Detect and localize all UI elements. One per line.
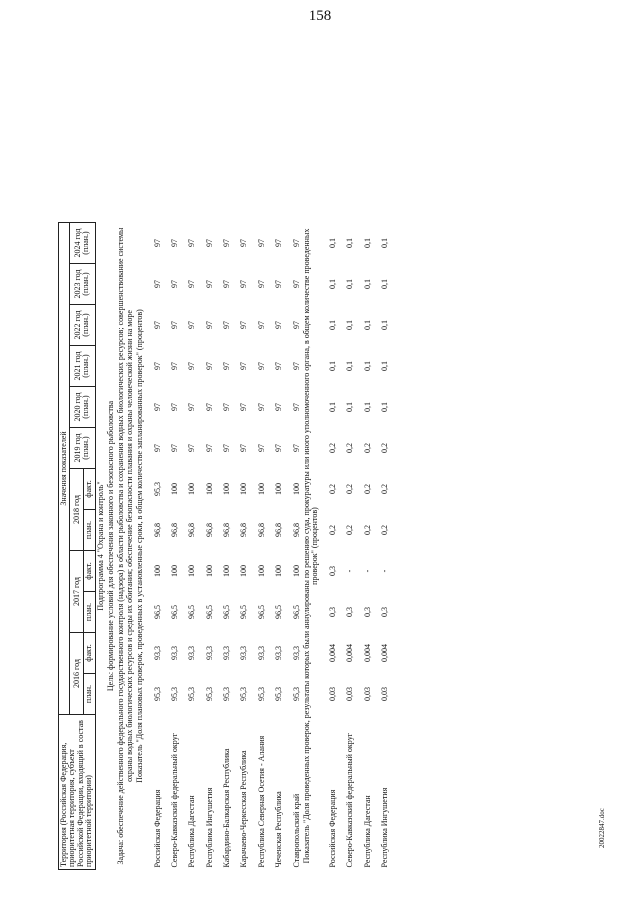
value-cell: 0,2 <box>345 443 355 453</box>
value-cell: 97 <box>222 362 232 370</box>
value-cell: 93,3 <box>169 646 179 660</box>
value-cell: 93,3 <box>204 646 214 660</box>
value-cell: 97 <box>274 239 284 247</box>
value-cell: 97 <box>222 280 232 288</box>
page-number: 158 <box>308 8 332 24</box>
year-header: 2016 год <box>70 633 84 715</box>
value-cell: 97 <box>274 403 284 411</box>
value-cell: 97 <box>239 321 249 329</box>
value-cell: 97 <box>204 362 214 370</box>
plan-subheader: план. <box>84 510 95 551</box>
value-cell: 93,3 <box>187 646 197 660</box>
value-cell: 97 <box>274 444 284 452</box>
value-cell: 95,3 <box>204 687 214 701</box>
table-row <box>232 223 249 870</box>
value-cell: 97 <box>187 321 197 329</box>
table-row <box>285 223 302 870</box>
territory-name: Ставропольский край <box>291 793 301 868</box>
value-cell: 95,3 <box>152 687 162 701</box>
value-cell: - <box>379 569 389 573</box>
value-cell: 0,1 <box>327 320 337 330</box>
value-cell: 93,3 <box>274 646 284 660</box>
territory-name: Российская Федерация <box>327 789 337 868</box>
value-cell: 100 <box>274 565 284 577</box>
value-cell: 97 <box>152 362 162 370</box>
value-cell: 97 <box>169 362 179 370</box>
value-cell: 100 <box>291 565 301 577</box>
value-cell: 0,2 <box>379 484 389 494</box>
subprogram-title: Подпрограмма 4 "Охрана и контроль" <box>95 481 105 611</box>
fact-subheader: факт. <box>84 633 95 674</box>
territory-name: Российская Федерация <box>152 789 162 868</box>
value-cell: 100 <box>204 483 214 495</box>
value-cell: 93,3 <box>239 646 249 660</box>
value-cell: 96,8 <box>274 523 284 537</box>
value-cell: 0,2 <box>362 525 372 535</box>
value-cell: 97 <box>239 239 249 247</box>
value-cell: 95,3 <box>152 482 162 496</box>
value-cell: 95,3 <box>291 687 301 701</box>
value-cell: 97 <box>204 444 214 452</box>
value-cell: 97 <box>256 239 266 247</box>
value-cell: 100 <box>239 565 249 577</box>
value-cell: 97 <box>204 239 214 247</box>
value-cell: 0,1 <box>345 402 355 412</box>
plan-year-header: 2022 год (план.) <box>70 305 95 346</box>
value-cell: 97 <box>152 321 162 329</box>
value-cell: 97 <box>239 444 249 452</box>
value-cell: 100 <box>169 565 179 577</box>
value-cell: 97 <box>291 444 301 452</box>
value-cell: 0,1 <box>379 279 389 289</box>
rotated-table-sheet <box>58 25 573 870</box>
territory-name: Республика Дагестан <box>187 795 197 868</box>
value-cell: 96,5 <box>291 605 301 619</box>
value-cell: 96,8 <box>222 523 232 537</box>
table-row <box>373 223 390 870</box>
value-cell: 0,1 <box>362 361 372 371</box>
value-cell: 96,8 <box>256 523 266 537</box>
value-cell: 0,1 <box>327 361 337 371</box>
value-cell: 97 <box>187 239 197 247</box>
value-cell: 0,1 <box>379 402 389 412</box>
value-cell: 0,03 <box>379 687 389 701</box>
value-cell: 93,3 <box>222 646 232 660</box>
value-cell: 95,3 <box>187 687 197 701</box>
year-header: 2018 год <box>70 469 84 551</box>
table-row <box>180 223 197 870</box>
value-cell: 97 <box>291 280 301 288</box>
value-cell: 95,3 <box>256 687 266 701</box>
value-cell: 100 <box>169 483 179 495</box>
value-cell: 97 <box>152 239 162 247</box>
value-cell: 97 <box>239 403 249 411</box>
value-cell: 97 <box>256 403 266 411</box>
value-cell: 96,5 <box>222 605 232 619</box>
value-cell: 0,1 <box>327 402 337 412</box>
value-cell: 0,1 <box>379 238 389 248</box>
value-cell: 100 <box>256 565 266 577</box>
value-cell: 97 <box>187 280 197 288</box>
value-cell: 0,2 <box>345 484 355 494</box>
table-row <box>321 223 338 870</box>
value-cell: 100 <box>222 565 232 577</box>
value-cell: - <box>345 569 355 573</box>
value-cell: 96,8 <box>152 523 162 537</box>
plan-subheader: план. <box>84 592 95 633</box>
value-cell: 97 <box>204 403 214 411</box>
table-row <box>250 223 267 870</box>
document-code: 20022847.doc <box>598 808 606 848</box>
indicator-1-title: Показатель "Доля плановых проверок, проведенных в установленные сроки, в общем количестве запланированных проверок" (процентов) <box>135 309 145 783</box>
value-cell: 97 <box>204 321 214 329</box>
value-cell: 97 <box>291 321 301 329</box>
value-cell: 0,1 <box>345 361 355 371</box>
table-row <box>198 223 215 870</box>
value-cell: 0,03 <box>345 687 355 701</box>
value-cell: 100 <box>274 483 284 495</box>
value-cell: 0,004 <box>345 644 355 662</box>
value-cell: 95,3 <box>169 687 179 701</box>
value-cell: 0,1 <box>327 279 337 289</box>
value-cell: 0,1 <box>362 238 372 248</box>
value-cell: 100 <box>239 483 249 495</box>
value-cell: 97 <box>222 321 232 329</box>
table-row <box>163 223 180 870</box>
plan-year-header: 2019 год (план.) <box>70 428 95 469</box>
value-cell: 97 <box>256 444 266 452</box>
value-cell: 0,03 <box>327 687 337 701</box>
value-cell: 96,5 <box>204 605 214 619</box>
value-cell: 0,3 <box>327 566 337 576</box>
value-cell: 96,8 <box>239 523 249 537</box>
value-cell: 0,2 <box>362 443 372 453</box>
value-cell: 93,3 <box>291 646 301 660</box>
value-cell: 96,8 <box>291 523 301 537</box>
value-cell: 95,3 <box>239 687 249 701</box>
value-cell: 96,8 <box>187 523 197 537</box>
value-cell: 0,1 <box>345 320 355 330</box>
value-cell: 96,5 <box>239 605 249 619</box>
value-cell: 0,3 <box>345 607 355 617</box>
table-row <box>356 223 373 870</box>
value-cell: 100 <box>187 565 197 577</box>
value-cell: 97 <box>256 362 266 370</box>
indicator-table <box>58 222 390 870</box>
territory-name: Северо-Кавказский федеральный округ <box>169 733 179 868</box>
value-cell: 97 <box>152 444 162 452</box>
value-cell: 95,3 <box>274 687 284 701</box>
plan-year-header: 2024 год (план.) <box>70 223 95 264</box>
plan-subheader: план. <box>84 674 95 715</box>
value-cell: 97 <box>169 280 179 288</box>
value-cell: 96,5 <box>169 605 179 619</box>
value-cell: 97 <box>187 444 197 452</box>
territory-name: Чеченская Республика <box>274 791 284 868</box>
year-header: 2017 год <box>70 551 84 633</box>
value-cell: 0,004 <box>362 644 372 662</box>
table-row <box>267 223 284 870</box>
territory-name: Республика Ингушетия <box>204 787 214 868</box>
value-cell: 93,3 <box>152 646 162 660</box>
value-cell: 0,1 <box>345 279 355 289</box>
goal-text: Цель: формирование условий для обеспечения законного и безопасного рыболовства <box>105 400 115 692</box>
value-cell: 100 <box>291 483 301 495</box>
value-cell: 100 <box>204 565 214 577</box>
value-cell: 0,3 <box>362 607 372 617</box>
value-cell: 0,2 <box>362 484 372 494</box>
value-cell: 97 <box>222 239 232 247</box>
value-cell: - <box>362 569 372 573</box>
value-cell: 93,3 <box>256 646 266 660</box>
value-cell: 100 <box>152 565 162 577</box>
value-cell: 0,2 <box>345 525 355 535</box>
plan-year-header: 2023 год (план.) <box>70 264 95 305</box>
plan-year-header: 2021 год (план.) <box>70 346 95 387</box>
value-cell: 0,004 <box>327 644 337 662</box>
value-cell: 0,2 <box>327 443 337 453</box>
value-cell: 97 <box>222 444 232 452</box>
territory-name: Республика Ингушетия <box>379 787 389 868</box>
value-cell: 97 <box>169 239 179 247</box>
value-cell: 96,8 <box>169 523 179 537</box>
value-cell: 97 <box>152 403 162 411</box>
territory-name: Кабардино-Балкарская Республика <box>222 748 232 868</box>
value-cell: 0,1 <box>362 402 372 412</box>
value-cell: 97 <box>169 444 179 452</box>
value-cell: 96,8 <box>204 523 214 537</box>
territory-header: Территория (Российская Федерация, приоритетная территория, субъект Российской Федерации, входящий в состав приоритетной территории) <box>59 715 96 870</box>
values-header: Значения показателей <box>59 223 70 715</box>
indicator-2-title: Показатель "Доля проведенных проверок, результаты которых были аннулированы по решению суда, прокуратуры или иного уполномоченного органа, в общем количестве проведенных проверок" (процентов) <box>302 228 320 864</box>
table-row <box>338 223 355 870</box>
value-cell: 96,5 <box>187 605 197 619</box>
value-cell: 97 <box>291 403 301 411</box>
territory-name: Республика Северная Осетия - Алания <box>256 735 266 868</box>
territory-name: Северо-Кавказский федеральный округ <box>345 733 355 868</box>
value-cell: 96,5 <box>274 605 284 619</box>
value-cell: 0,1 <box>362 279 372 289</box>
value-cell: 0,1 <box>327 238 337 248</box>
territory-name: Карачаево-Черкесская Республика <box>239 750 249 868</box>
value-cell: 100 <box>187 483 197 495</box>
value-cell: 0,3 <box>379 607 389 617</box>
value-cell: 97 <box>256 280 266 288</box>
value-cell: 97 <box>169 403 179 411</box>
value-cell: 0,2 <box>327 484 337 494</box>
task-text: Задача: обеспечение действенного федерального государственного контроля (надзора) в области рыболовства и сохранения водных биологических ресурсов; совершенствование системы охраны водных биологических ресурсов и среды их обитания; обеспечение безопасности плавания и охраны человеческой жизни на море <box>116 227 134 865</box>
value-cell: 97 <box>239 280 249 288</box>
value-cell: 0,2 <box>379 443 389 453</box>
territory-name: Республика Дагестан <box>362 795 372 868</box>
value-cell: 96,5 <box>256 605 266 619</box>
value-cell: 100 <box>222 483 232 495</box>
value-cell: 97 <box>187 362 197 370</box>
plan-year-header: 2020 год (план.) <box>70 387 95 428</box>
fact-subheader: факт. <box>84 551 95 592</box>
value-cell: 0,1 <box>362 320 372 330</box>
value-cell: 97 <box>169 321 179 329</box>
value-cell: 0,2 <box>327 525 337 535</box>
value-cell: 97 <box>291 239 301 247</box>
value-cell: 97 <box>256 321 266 329</box>
value-cell: 0,004 <box>379 644 389 662</box>
value-cell: 97 <box>152 280 162 288</box>
value-cell: 97 <box>291 362 301 370</box>
value-cell: 0,3 <box>327 607 337 617</box>
value-cell: 97 <box>187 403 197 411</box>
value-cell: 97 <box>222 403 232 411</box>
value-cell: 95,3 <box>222 687 232 701</box>
value-cell: 0,03 <box>362 687 372 701</box>
value-cell: 97 <box>274 280 284 288</box>
value-cell: 0,1 <box>379 320 389 330</box>
value-cell: 97 <box>204 280 214 288</box>
fact-subheader: факт. <box>84 469 95 510</box>
value-cell: 97 <box>239 362 249 370</box>
value-cell: 0,1 <box>345 238 355 248</box>
value-cell: 100 <box>256 483 266 495</box>
value-cell: 97 <box>274 362 284 370</box>
value-cell: 0,2 <box>379 525 389 535</box>
value-cell: 97 <box>274 321 284 329</box>
value-cell: 96,5 <box>152 605 162 619</box>
table-row <box>215 223 232 870</box>
value-cell: 0,1 <box>379 361 389 371</box>
table-row <box>146 223 163 870</box>
